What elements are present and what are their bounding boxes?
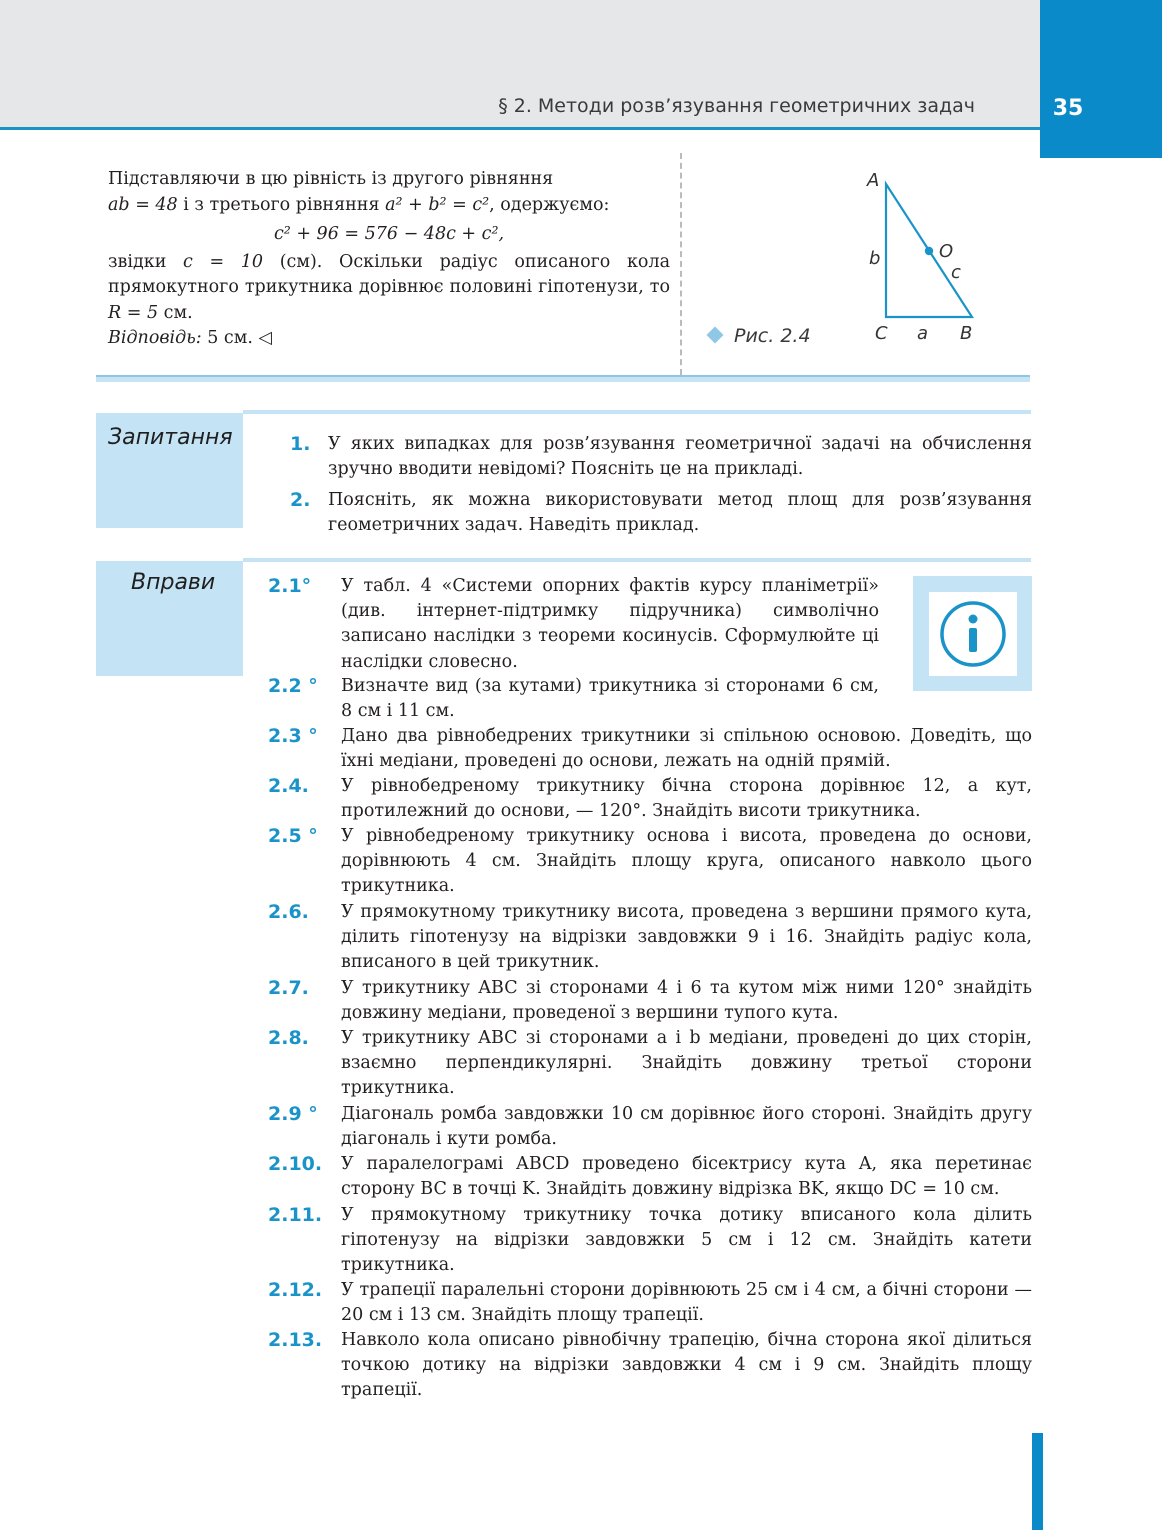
equation-pythagoras: a² + b² = c² <box>385 194 490 215</box>
question-number: 1. <box>290 433 311 455</box>
questions-rule <box>243 410 1031 414</box>
exercise-number: 2.7. <box>268 977 309 999</box>
exercise-number: 2.11. <box>268 1204 323 1226</box>
page-tab <box>1040 0 1162 158</box>
point-o <box>925 247 933 255</box>
question-number: 2. <box>290 489 311 511</box>
exercise-number: 2.1° <box>268 575 312 597</box>
label-c-vertex: C <box>875 323 888 344</box>
solution-line-3-end: (см). Оскільки радіус описаного кола прямокутного трикутника дорівнює половині гіпотенузи, то <box>108 251 670 297</box>
label-side-b: b <box>869 248 881 269</box>
exercise-number: 2.13. <box>268 1329 323 1351</box>
question-item <box>290 432 1032 482</box>
solution-line-3-start: звідки <box>108 251 184 272</box>
page-number: 35 <box>1052 96 1084 121</box>
exercise-text: У рівнобедреному трикутнику бічна сторона дорівнює 12, а кут, протилежний до основи, — 120°. Знайдіть висоти трикутника. <box>341 776 1032 822</box>
solution-line-4-end: см. <box>158 302 193 323</box>
solution-text <box>108 167 670 352</box>
triangle-figure <box>690 160 990 350</box>
header-rule <box>0 127 1040 130</box>
label-side-c: c <box>951 262 961 283</box>
exercise-number: 2.8. <box>268 1027 309 1049</box>
info-box[interactable] <box>913 576 1032 691</box>
label-side-a: a <box>917 323 929 344</box>
exercise-text: Дано два рівнобедрених трикутники зі спільною основою. Доведіть, що їхні медіани, проведені до основи, лежать на одній прямій. <box>341 726 1032 772</box>
exercises-title: Вправи <box>131 570 216 595</box>
section-separator <box>96 375 1030 382</box>
equation-c: c = 10 <box>183 251 264 272</box>
figure-caption: Рис. 2.4 <box>734 325 811 347</box>
question-text: Поясніть, як можна використовувати метод площ для розв’язування геометричних задач. Наведіть приклад. <box>328 490 1032 535</box>
solution-line-2-mid: і з третього рівняння <box>177 194 386 215</box>
question-item <box>290 488 1032 538</box>
exercise-number: 2.2 ° <box>268 675 318 697</box>
info-box-inner <box>929 592 1017 676</box>
exercise-text: Навколо кола описано рівнобічну трапецію, бічна сторона якої ділиться точкою дотику на відрізки завдовжки 4 см і 9 см. Знайдіть площу трапеції. <box>341 1330 1032 1401</box>
page-edge-bar <box>1032 1433 1043 1530</box>
main-formula: c² + 96 = 576 − 48c + c², <box>273 224 505 244</box>
solution-line-2-end: , одержуємо: <box>489 194 610 215</box>
exercise-number: 2.12. <box>268 1279 323 1301</box>
label-center-o: O <box>939 241 954 262</box>
exercise-text: У трапеції паралельні сторони дорівнюють 25 см і 4 см, а бічні сторони — 20 см і 13 см. Знайдіть площу трапеції. <box>341 1280 1032 1326</box>
exercises-rule <box>243 558 1031 562</box>
exercise-number: 2.5 ° <box>268 825 318 847</box>
exercise-text: У рівнобедреному трикутнику основа і висота, проведена до основи, дорівнюють 4 см. Знайдіть площу круга, описаного навколо цього трикутника. <box>341 826 1032 897</box>
exercise-number: 2.9 ° <box>268 1103 318 1125</box>
question-text: У яких випадках для розв’язування геометричної задачі на обчислення зручно вводити невідомі? Поясніть це на прикладі. <box>328 434 1032 479</box>
exercise-text: У табл. 4 «Системи опорних фактів курсу планіметрії» (див. інтернет-підтримку підручника) символічно записано наслідки з теореми косинусів. Сформулюйте ці наслідки словесно. <box>341 576 879 672</box>
solution-line-3 <box>108 250 670 327</box>
exercise-text: У трикутнику ABC зі сторонами a і b медіани, проведені до цих сторін, взаємно перпендикулярні. Знайдіть довжину третьої сторони трикутника. <box>341 1028 1032 1099</box>
answer-label: Відповідь: <box>108 328 202 348</box>
info-icon <box>929 592 1017 676</box>
exercise-number: 2.6. <box>268 901 309 923</box>
solution-line-1: Підставляючи в цю рівність із другого рівняння <box>108 169 554 189</box>
exercise-number: 2.4. <box>268 775 309 797</box>
exercise-number: 2.10. <box>268 1153 323 1175</box>
label-a-vertex: A <box>867 170 880 191</box>
running-head: § 2. Методи розв’язування геометричних задач <box>498 95 975 117</box>
label-b-vertex: B <box>960 323 973 344</box>
exercise-text: У трикутнику ABC зі сторонами 4 і 6 та кутом між ними 120° знайдіть довжину медіани, проведеної з вершини тупого кута. <box>341 978 1032 1024</box>
exercise-text: У прямокутному трикутнику точка дотику вписаного кола ділить гіпотенузу на відрізки завдовжки 5 см і 12 см. Знайдіть катети трикутника. <box>341 1205 1032 1276</box>
exercise-text: Визначте вид (за кутами) трикутника зі сторонами 6 см, 8 см і 11 см. <box>341 676 879 722</box>
exercise-text: Діагональ ромба завдовжки 10 см дорівнює його стороні. Знайдіть другу діагональ і кути ромба. <box>341 1104 1032 1150</box>
equation-r: R = 5 <box>108 302 159 323</box>
equation-ab: ab = 48 <box>108 194 178 215</box>
answer-line <box>108 326 670 352</box>
column-divider <box>680 153 682 375</box>
exercise-number: 2.3 ° <box>268 725 318 747</box>
questions-title: Запитання <box>108 425 233 450</box>
exercise-text: У паралелограмі ABCD проведено бісектрису кута A, яка перетинає сторону BC в точці K. Знайдіть довжину відрізка BK, якщо DC = 10 см. <box>341 1154 1032 1200</box>
solution-line-2 <box>108 193 670 219</box>
exercise-text: У прямокутному трикутнику висота, проведена з вершини прямого кута, ділить гіпотенузу на відрізки завдовжки 9 і 16. Знайдіть радіус кола, вписаного в цей трикутник. <box>341 902 1032 973</box>
answer-value: 5 см. ◁ <box>201 328 272 348</box>
